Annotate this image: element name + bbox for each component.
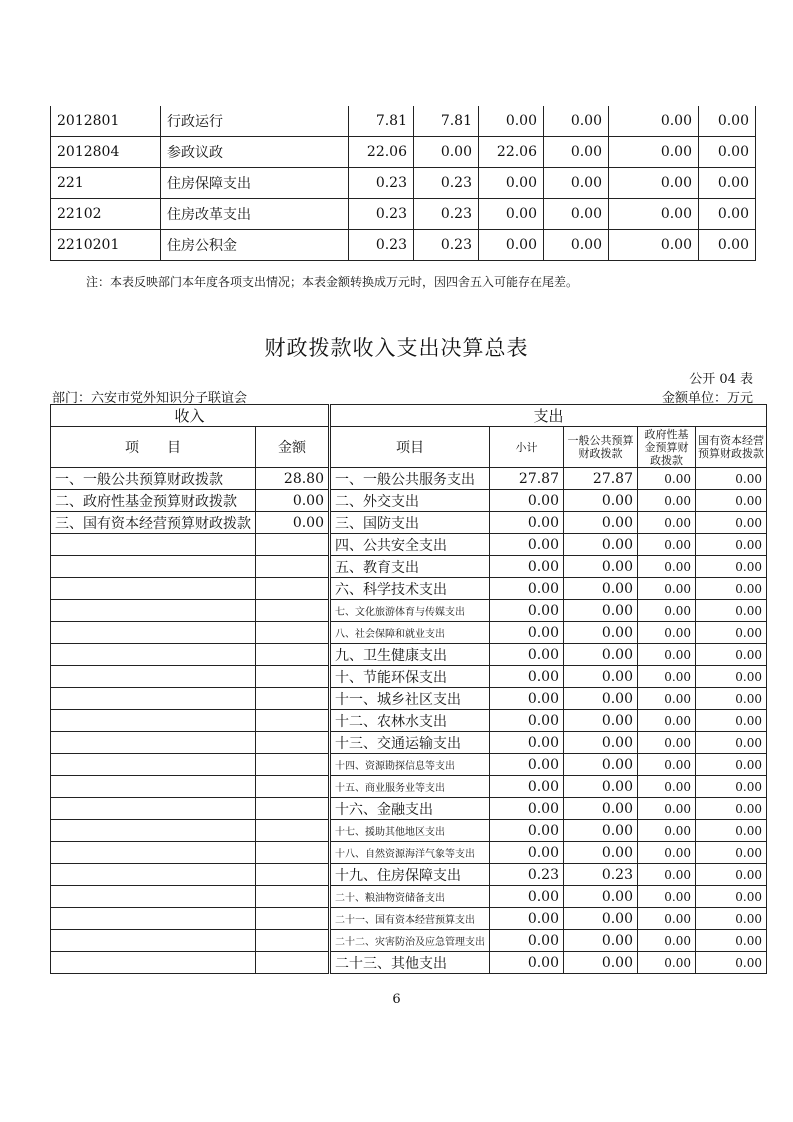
- state-capital-value: 0.00: [696, 754, 767, 776]
- subtotal-value: 0.00: [490, 754, 564, 776]
- function-code: 2012801: [51, 106, 161, 137]
- value-cell: 0.00: [699, 168, 756, 199]
- income-amount: [256, 556, 330, 578]
- value-cell: 0.00: [479, 230, 544, 261]
- gov-fund-value: 0.00: [638, 776, 696, 798]
- gov-fund-value: 0.00: [638, 556, 696, 578]
- gov-fund-value: 0.00: [638, 666, 696, 688]
- gov-fund-value: 0.00: [638, 930, 696, 952]
- subtotal-value: 0.00: [490, 952, 564, 974]
- expense-item: 五、教育支出: [330, 556, 490, 578]
- general-budget-value: 0.00: [564, 556, 638, 578]
- table-row: [51, 644, 767, 666]
- general-budget-value: 0.00: [564, 622, 638, 644]
- value-cell: 0.23: [349, 168, 414, 199]
- state-capital-value: 0.00: [696, 908, 767, 930]
- value-cell: 0.00: [609, 168, 699, 199]
- income-amount: [256, 864, 330, 886]
- subtotal-value: 0.00: [490, 798, 564, 820]
- income-item: [51, 842, 256, 864]
- table-row: [51, 556, 767, 578]
- value-cell: 0.23: [349, 230, 414, 261]
- expense-item: 二、外交支出: [330, 490, 490, 512]
- gov-fund-value: 0.00: [638, 600, 696, 622]
- value-cell: 0.00: [544, 106, 609, 137]
- income-amount: [256, 842, 330, 864]
- income-amount: [256, 600, 330, 622]
- general-budget-value: 0.23: [564, 864, 638, 886]
- income-amount: [256, 886, 330, 908]
- value-cell: 0.00: [699, 137, 756, 168]
- state-capital-value: 0.00: [696, 732, 767, 754]
- expense-item: 十一、城乡社区支出: [330, 688, 490, 710]
- subtotal-value: 0.00: [490, 842, 564, 864]
- subtotal-value: 0.00: [490, 556, 564, 578]
- general-budget-value: 0.00: [564, 842, 638, 864]
- gov-fund-value: 0.00: [638, 490, 696, 512]
- table-row: [51, 468, 767, 490]
- income-expense-summary-table: [50, 404, 767, 974]
- function-name: 住房改革支出: [161, 199, 349, 230]
- general-budget-value: 0.00: [564, 710, 638, 732]
- gov-fund-header: 政府性基金预算财政拨款: [638, 427, 696, 468]
- income-item: [51, 930, 256, 952]
- expense-item: 十四、资源勘探信息等支出: [330, 754, 490, 776]
- general-budget-value: 0.00: [564, 952, 638, 974]
- general-budget-value: 0.00: [564, 490, 638, 512]
- income-amount: [256, 710, 330, 732]
- table-row: [51, 600, 767, 622]
- form-number: 公开 04 表: [689, 372, 753, 387]
- function-code: 22102: [51, 199, 161, 230]
- value-cell: 0.00: [609, 230, 699, 261]
- income-item: [51, 710, 256, 732]
- general-budget-value: 0.00: [564, 930, 638, 952]
- income-amount: 0.00: [256, 512, 330, 534]
- gov-fund-value: 0.00: [638, 688, 696, 710]
- subtotal-value: 0.00: [490, 600, 564, 622]
- table-row: [51, 842, 767, 864]
- expense-item: 九、卫生健康支出: [330, 644, 490, 666]
- gov-fund-value: 0.00: [638, 710, 696, 732]
- state-capital-value: 0.00: [696, 622, 767, 644]
- subtotal-value: 0.00: [490, 710, 564, 732]
- income-item: [51, 798, 256, 820]
- table-row: [51, 886, 767, 908]
- income-item: [51, 864, 256, 886]
- expense-item: 十六、金融支出: [330, 798, 490, 820]
- table-row: [51, 490, 767, 512]
- table-row: [51, 137, 756, 168]
- gov-fund-value: 0.00: [638, 622, 696, 644]
- subtotal-value: 0.00: [490, 908, 564, 930]
- subtotal-value: 0.00: [490, 578, 564, 600]
- expense-item: 十三、交通运输支出: [330, 732, 490, 754]
- table-note: 注：本表反映部门本年度各项支出情况；本表金额转换成万元时，因四舍五入可能存在尾差。: [86, 275, 579, 289]
- general-budget-value: 27.87: [564, 468, 638, 490]
- column-header-row: [51, 427, 767, 468]
- page-title: 财政拨款收入支出决算总表: [264, 336, 529, 360]
- state-capital-value: 0.00: [696, 842, 767, 864]
- function-name: 住房公积金: [161, 230, 349, 261]
- income-amount: [256, 644, 330, 666]
- function-name: 参政议政: [161, 137, 349, 168]
- value-cell: 0.23: [414, 199, 479, 230]
- income-item: [51, 644, 256, 666]
- page-number: 6: [392, 992, 401, 1007]
- table-row: [51, 578, 767, 600]
- section-header-row: [51, 405, 767, 427]
- income-item: [51, 886, 256, 908]
- expense-item: 二十二、灾害防治及应急管理支出: [330, 930, 490, 952]
- income-item: [51, 666, 256, 688]
- table-row: [51, 666, 767, 688]
- value-cell: 0.00: [479, 168, 544, 199]
- state-capital-value: 0.00: [696, 468, 767, 490]
- general-budget-value: 0.00: [564, 732, 638, 754]
- state-capital-value: 0.00: [696, 534, 767, 556]
- income-amount: [256, 622, 330, 644]
- table-row: [51, 820, 767, 842]
- income-section-header: 收入: [51, 405, 330, 427]
- gov-fund-value: 0.00: [638, 820, 696, 842]
- table-row: [51, 930, 767, 952]
- state-capital-value: 0.00: [696, 886, 767, 908]
- table-row: [51, 106, 756, 137]
- state-capital-value: 0.00: [696, 776, 767, 798]
- income-amount-header: 金额: [256, 427, 330, 468]
- expense-item: 十、节能环保支出: [330, 666, 490, 688]
- state-capital-value: 0.00: [696, 864, 767, 886]
- table-row: [51, 952, 767, 974]
- state-capital-value: 0.00: [696, 820, 767, 842]
- general-budget-value: 0.00: [564, 644, 638, 666]
- state-capital-value: 0.00: [696, 688, 767, 710]
- gov-fund-value: 0.00: [638, 512, 696, 534]
- value-cell: 22.06: [349, 137, 414, 168]
- income-amount: 0.00: [256, 490, 330, 512]
- gov-fund-value: 0.00: [638, 534, 696, 556]
- income-item-header: 项 目: [51, 427, 256, 468]
- expense-item: 十九、住房保障支出: [330, 864, 490, 886]
- expense-section-header: 支出: [330, 405, 767, 427]
- subtotal-value: 0.00: [490, 820, 564, 842]
- subtotal-value: 0.00: [490, 930, 564, 952]
- general-budget-value: 0.00: [564, 666, 638, 688]
- expense-item: 四、公共安全支出: [330, 534, 490, 556]
- function-code: 2012804: [51, 137, 161, 168]
- income-amount: [256, 908, 330, 930]
- state-capital-value: 0.00: [696, 666, 767, 688]
- income-amount: [256, 732, 330, 754]
- value-cell: 0.00: [609, 199, 699, 230]
- table-row: [51, 864, 767, 886]
- income-item: 二、政府性基金预算财政拨款: [51, 490, 256, 512]
- gov-fund-value: 0.00: [638, 798, 696, 820]
- value-cell: 7.81: [349, 106, 414, 137]
- gov-fund-value: 0.00: [638, 864, 696, 886]
- income-amount: [256, 930, 330, 952]
- state-capital-value: 0.00: [696, 490, 767, 512]
- general-budget-value: 0.00: [564, 820, 638, 842]
- subtotal-value: 0.00: [490, 732, 564, 754]
- expense-item: 二十三、其他支出: [330, 952, 490, 974]
- value-cell: 0.00: [479, 106, 544, 137]
- subtotal-value: 0.23: [490, 864, 564, 886]
- gov-fund-value: 0.00: [638, 842, 696, 864]
- income-amount: [256, 688, 330, 710]
- subtotal-value: 0.00: [490, 688, 564, 710]
- subtotal-value: 0.00: [490, 534, 564, 556]
- function-code: 2210201: [51, 230, 161, 261]
- general-budget-value: 0.00: [564, 512, 638, 534]
- value-cell: 0.00: [544, 168, 609, 199]
- state-capital-value: 0.00: [696, 798, 767, 820]
- expense-item: 十八、自然资源海洋气象等支出: [330, 842, 490, 864]
- general-budget-value: 0.00: [564, 908, 638, 930]
- income-amount: [256, 820, 330, 842]
- gov-fund-value: 0.00: [638, 732, 696, 754]
- income-item: [51, 578, 256, 600]
- general-budget-value: 0.00: [564, 688, 638, 710]
- income-item: [51, 600, 256, 622]
- table-row: [51, 732, 767, 754]
- function-code: 221: [51, 168, 161, 199]
- state-capital-value: 0.00: [696, 930, 767, 952]
- income-item: [51, 952, 256, 974]
- department-label: 部门：六安市党外知识分子联谊会: [52, 391, 248, 406]
- value-cell: 0.00: [544, 199, 609, 230]
- subtotal-value: 0.00: [490, 644, 564, 666]
- function-name: 住房保障支出: [161, 168, 349, 199]
- gov-fund-value: 0.00: [638, 908, 696, 930]
- income-amount: [256, 776, 330, 798]
- income-amount: [256, 798, 330, 820]
- income-amount: [256, 534, 330, 556]
- gov-fund-value: 0.00: [638, 886, 696, 908]
- value-cell: 0.00: [414, 137, 479, 168]
- gov-fund-value: 0.00: [638, 644, 696, 666]
- state-capital-value: 0.00: [696, 512, 767, 534]
- value-cell: 0.00: [544, 137, 609, 168]
- income-item: [51, 556, 256, 578]
- state-capital-value: 0.00: [696, 578, 767, 600]
- income-item: [51, 754, 256, 776]
- table-row: [51, 710, 767, 732]
- income-item: [51, 732, 256, 754]
- subtotal-value: 0.00: [490, 622, 564, 644]
- expense-item: 三、国防支出: [330, 512, 490, 534]
- subtotal-value: 0.00: [490, 886, 564, 908]
- general-budget-value: 0.00: [564, 776, 638, 798]
- state-capital-header: 国有资本经营预算财政拨款: [696, 427, 767, 468]
- expense-item: 七、文化旅游体育与传媒支出: [330, 600, 490, 622]
- expense-item: 二十一、国有资本经营预算支出: [330, 908, 490, 930]
- subtotal-value: 0.00: [490, 776, 564, 798]
- value-cell: 0.00: [609, 137, 699, 168]
- value-cell: 0.00: [479, 199, 544, 230]
- value-cell: 22.06: [479, 137, 544, 168]
- state-capital-value: 0.00: [696, 556, 767, 578]
- table-row: [51, 168, 756, 199]
- expense-item-header: 项目: [330, 427, 490, 468]
- table-row: [51, 798, 767, 820]
- income-item: [51, 776, 256, 798]
- table-row: [51, 534, 767, 556]
- subtotal-value: 0.00: [490, 512, 564, 534]
- income-amount: [256, 666, 330, 688]
- value-cell: 7.81: [414, 106, 479, 137]
- income-amount: [256, 578, 330, 600]
- expense-item: 十二、农林水支出: [330, 710, 490, 732]
- income-amount: 28.80: [256, 468, 330, 490]
- table-row: [51, 622, 767, 644]
- table-row: [51, 512, 767, 534]
- table-row: [51, 688, 767, 710]
- gov-fund-value: 0.00: [638, 754, 696, 776]
- expense-item: 八、社会保障和就业支出: [330, 622, 490, 644]
- expense-item: 二十、粮油物资储备支出: [330, 886, 490, 908]
- expense-item: 一、一般公共服务支出: [330, 468, 490, 490]
- expense-item: 十七、援助其他地区支出: [330, 820, 490, 842]
- value-cell: 0.23: [414, 168, 479, 199]
- state-capital-value: 0.00: [696, 644, 767, 666]
- value-cell: 0.00: [699, 106, 756, 137]
- income-item: [51, 908, 256, 930]
- table-row: [51, 776, 767, 798]
- state-capital-value: 0.00: [696, 600, 767, 622]
- state-capital-value: 0.00: [696, 952, 767, 974]
- general-budget-value: 0.00: [564, 534, 638, 556]
- value-cell: 0.23: [414, 230, 479, 261]
- income-item: 三、国有资本经营预算财政拨款: [51, 512, 256, 534]
- function-name: 行政运行: [161, 106, 349, 137]
- income-item: [51, 622, 256, 644]
- subtotal-value: 0.00: [490, 490, 564, 512]
- general-budget-value: 0.00: [564, 754, 638, 776]
- income-item: 一、一般公共预算财政拨款: [51, 468, 256, 490]
- income-amount: [256, 952, 330, 974]
- income-item: [51, 688, 256, 710]
- income-item: [51, 820, 256, 842]
- subtotal-header: 小计: [490, 427, 564, 468]
- subtotal-value: 0.00: [490, 666, 564, 688]
- table-row: [51, 199, 756, 230]
- gov-fund-value: 0.00: [638, 578, 696, 600]
- income-item: [51, 534, 256, 556]
- unit-label: 金额单位：万元: [661, 391, 753, 406]
- table-row: [51, 908, 767, 930]
- general-budget-value: 0.00: [564, 578, 638, 600]
- table-row: [51, 754, 767, 776]
- value-cell: 0.00: [699, 199, 756, 230]
- general-budget-value: 0.00: [564, 798, 638, 820]
- general-budget-header: 一般公共预算财政拨款: [564, 427, 638, 468]
- expense-item: 六、科学技术支出: [330, 578, 490, 600]
- value-cell: 0.00: [544, 230, 609, 261]
- value-cell: 0.23: [349, 199, 414, 230]
- state-capital-value: 0.00: [696, 710, 767, 732]
- value-cell: 0.00: [609, 106, 699, 137]
- general-budget-value: 0.00: [564, 886, 638, 908]
- gov-fund-value: 0.00: [638, 468, 696, 490]
- subtotal-value: 27.87: [490, 468, 564, 490]
- table-row: [51, 230, 756, 261]
- gov-fund-value: 0.00: [638, 952, 696, 974]
- income-amount: [256, 754, 330, 776]
- expense-item: 十五、商业服务业等支出: [330, 776, 490, 798]
- general-budget-value: 0.00: [564, 600, 638, 622]
- value-cell: 0.00: [699, 230, 756, 261]
- expense-detail-table: [50, 106, 756, 261]
